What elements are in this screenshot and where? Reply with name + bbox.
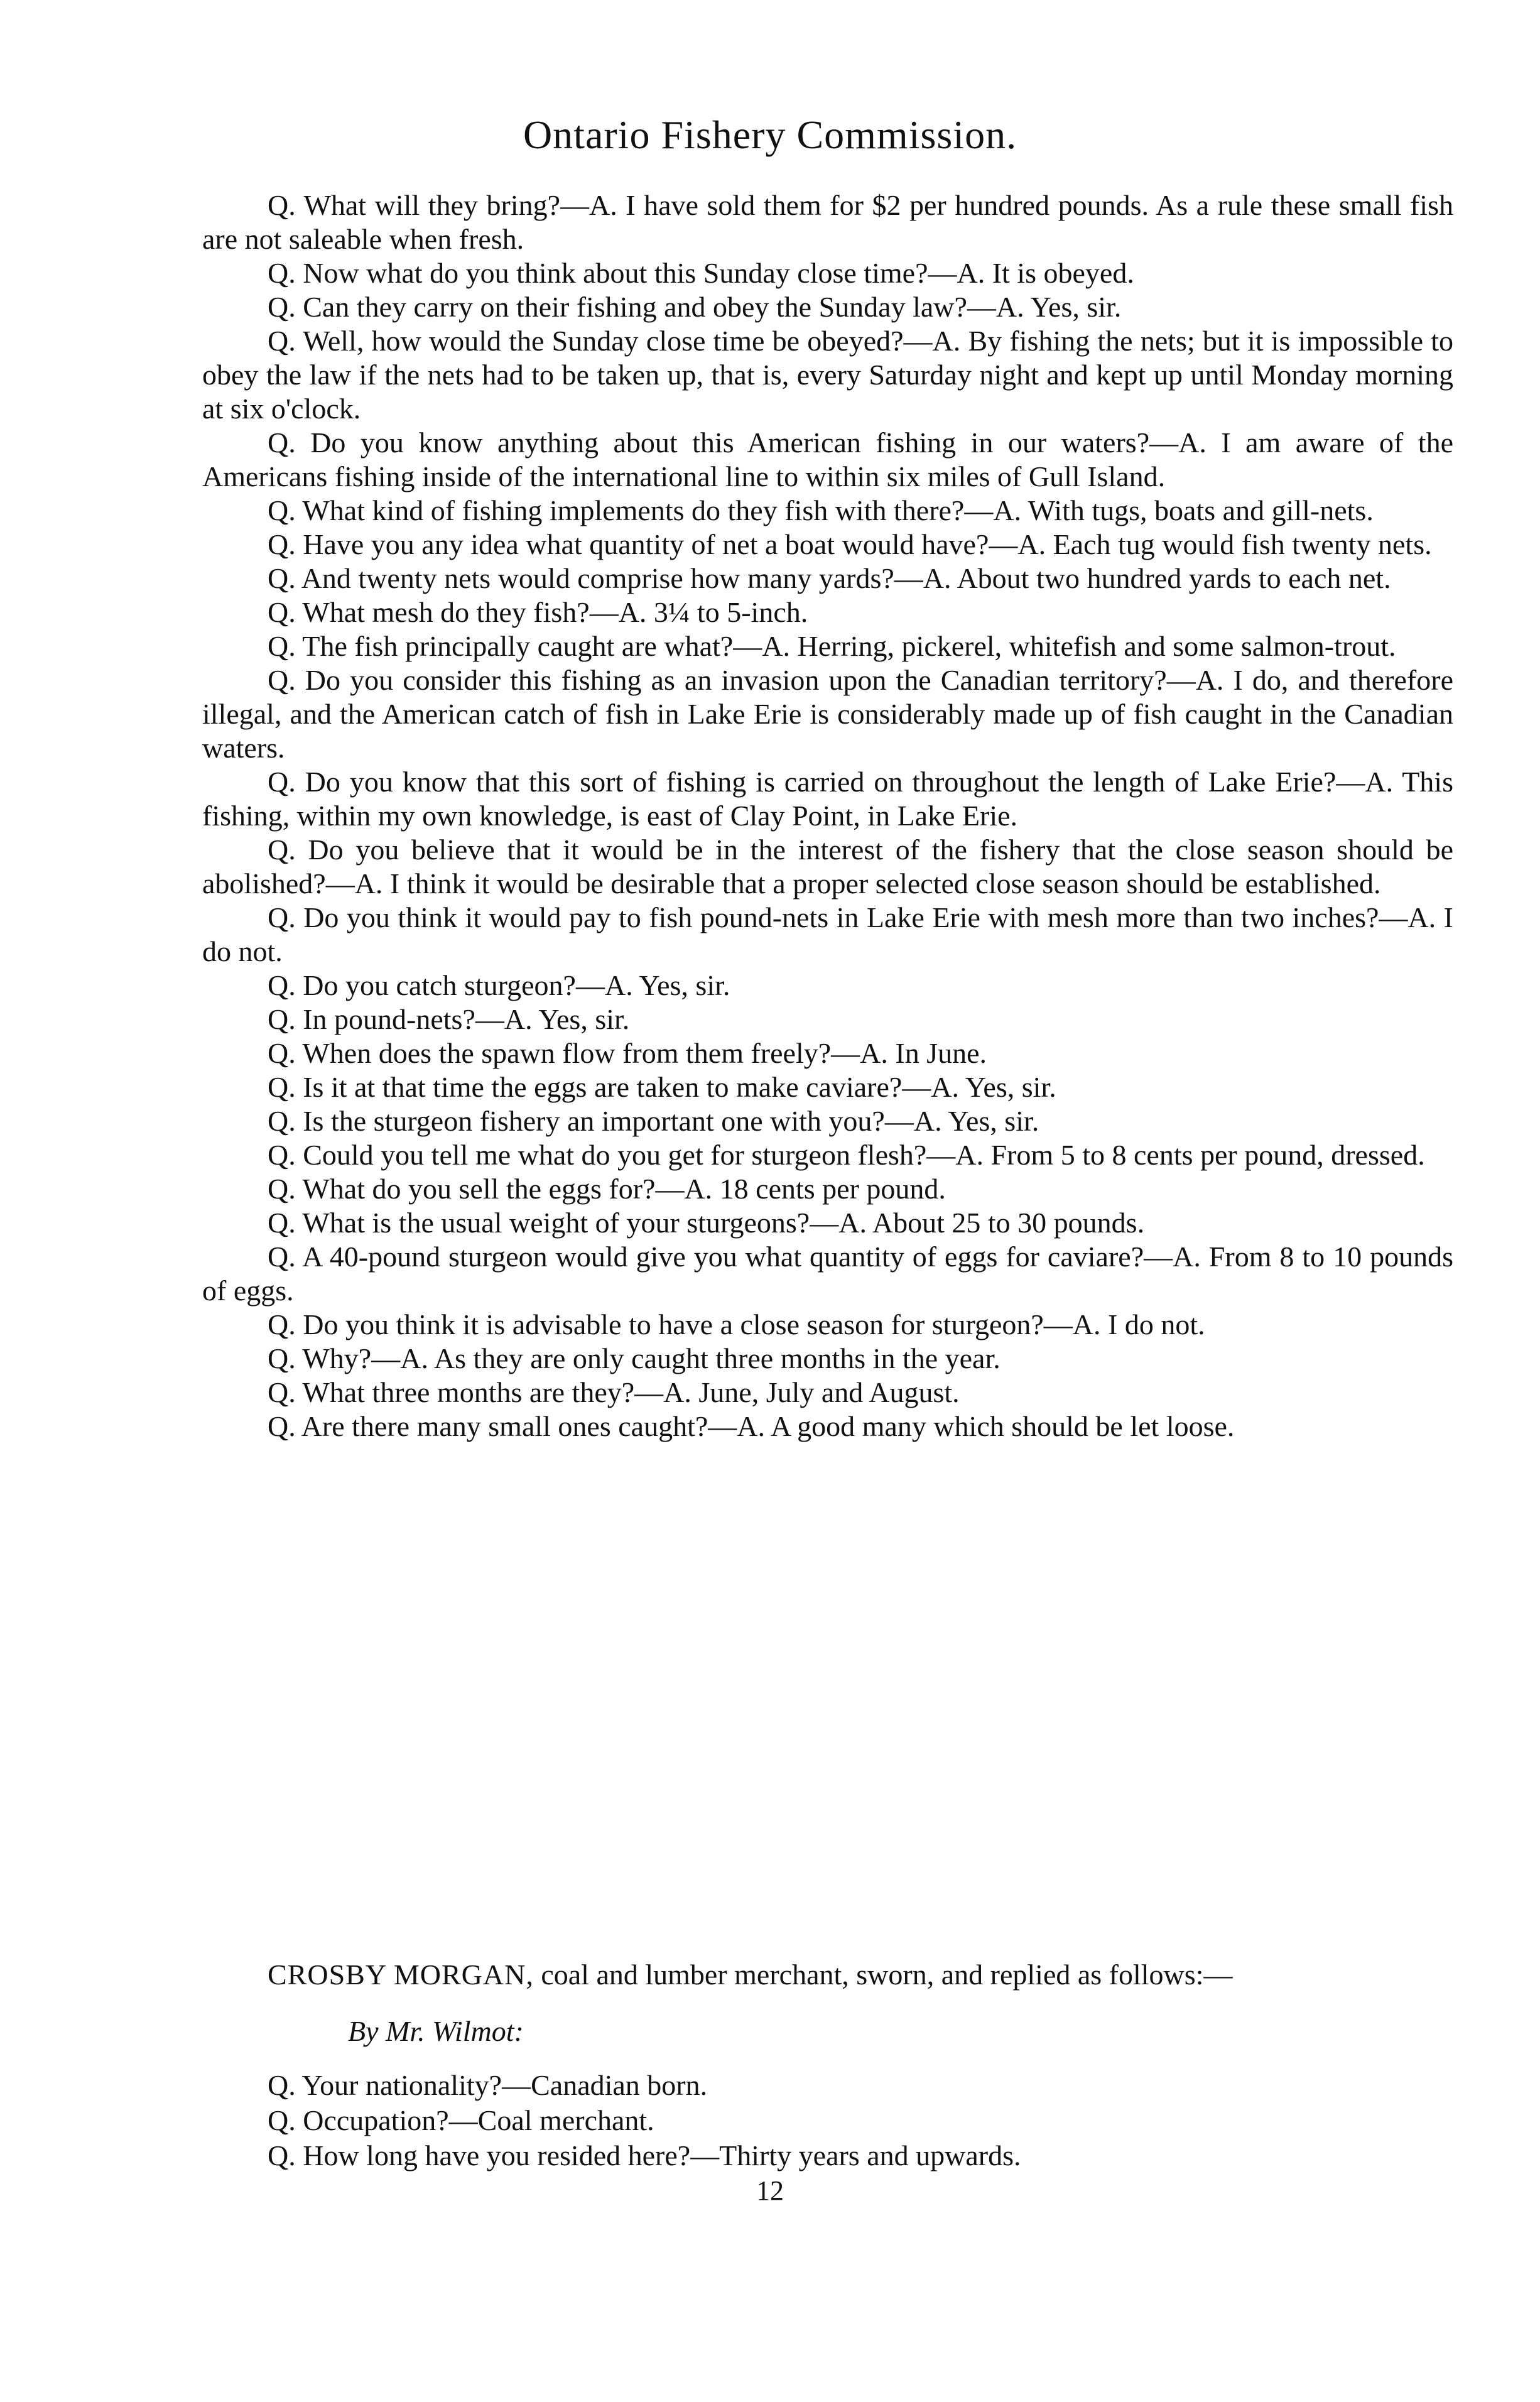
testimony-paragraph: Q. Could you tell me what do you get for sturgeon flesh?—A. From 5 to 8 cents per pound, dressed. [268, 1139, 1425, 1171]
witness-heading [202, 1957, 1453, 1992]
witness-description: coal and lumber merchant, sworn, and replied as follows:— [533, 1959, 1233, 1991]
testimony-paragraph: Q. Now what do you think about this Sunday close time?—A. It is obeyed. [268, 257, 1134, 289]
witness-testimony-line: Q. How long have you resided here?—Thirty years and upwards. [268, 2139, 1021, 2171]
testimony-paragraph: Q. When does the spawn flow from them freely?—A. In June. [268, 1037, 987, 1069]
testimony-paragraph: Q. The fish principally caught are what?—A. Herring, pickerel, whitefish and some salmon-trout. [268, 630, 1396, 662]
testimony-paragraph: Q. Do you know that this sort of fishing is carried on throughout the length of Lake Erie?—A. This fishing, within my own knowledge, is east of Clay Point, in Lake Erie. [202, 766, 1453, 832]
testimony-paragraph: Q. What will they bring?—A. I have sold them for $2 per hundred pounds. As a rule these small fish are not saleable when fresh. [202, 189, 1453, 255]
testimony-paragraph: Q. Are there many small ones caught?—A. A good many which should be let loose. [268, 1410, 1235, 1442]
page-number: 12 [756, 2175, 784, 2206]
testimony-paragraph: Q. Is the sturgeon fishery an important one with you?—A. Yes, sir. [268, 1105, 1039, 1137]
testimony-paragraph: Q. Do you think it is advisable to have a close season for sturgeon?—A. I do not. [268, 1308, 1205, 1340]
testimony-paragraph: Q. A 40-pound sturgeon would give you what quantity of eggs for caviare?—A. From 8 to 10 pounds of eggs. [202, 1241, 1453, 1307]
testimony-block [202, 188, 1453, 1443]
testimony-paragraph: Q. And twenty nets would comprise how many yards?—A. About two hundred yards to each net. [268, 562, 1391, 594]
testimony-paragraph: Q. In pound-nets?—A. Yes, sir. [268, 1003, 630, 1035]
testimony-paragraph: Q. Do you think it would pay to fish pound-nets in Lake Erie with mesh more than two inches?—A. I do not. [202, 901, 1453, 967]
testimony-paragraph: Q. What is the usual weight of your sturgeons?—A. About 25 to 30 pounds. [268, 1207, 1145, 1239]
testimony-paragraph: Q. Do you know anything about this American fishing in our waters?—A. I am aware of the Americans fishing inside of the international line to within six miles of Gull Island. [202, 427, 1453, 492]
testimony-paragraph: Q. Do you believe that it would be in the interest of the fishery that the close season should be abolished?—A. I think it would be desirable that a proper selected close season should be established. [202, 834, 1453, 899]
testimony-paragraph: Q. Have you any idea what quantity of net a boat would have?—A. Each tug would fish twenty nets. [268, 528, 1432, 560]
testimony-paragraph: Q. What kind of fishing implements do they fish with there?—A. With tugs, boats and gill-nets. [268, 494, 1374, 526]
testimony-paragraph: Q. What mesh do they fish?—A. 3¼ to 5-inch. [268, 596, 808, 628]
witness-testimony-line: Q. Your nationality?—Canadian born. [268, 2069, 708, 2101]
testimony-paragraph: Q. Why?—A. As they are only caught three months in the year. [268, 1342, 1000, 1374]
page-title: Ontario Fishery Commission. [523, 112, 1017, 157]
testimony-paragraph: Q. Can they carry on their fishing and obey the Sunday law?—A. Yes, sir. [268, 291, 1122, 323]
witness-section [202, 1957, 1453, 2173]
examiner-line: By Mr. Wilmot: [348, 2015, 524, 2047]
witness-name: CROSBY MORGAN, [268, 1959, 534, 1991]
testimony-paragraph: Q. What three months are they?—A. June, July and August. [268, 1376, 960, 1408]
testimony-paragraph: Q. Do you catch sturgeon?—A. Yes, sir. [268, 969, 730, 1001]
testimony-paragraph: Q. What do you sell the eggs for?—A. 18 cents per pound. [268, 1173, 946, 1205]
testimony-paragraph: Q. Is it at that time the eggs are taken to make caviare?—A. Yes, sir. [268, 1071, 1056, 1103]
witness-testimony-line: Q. Occupation?—Coal merchant. [268, 2104, 654, 2136]
testimony-paragraph: Q. Well, how would the Sunday close time be obeyed?—A. By fishing the nets; but it is impossible to obey the law if the nets had to be taken up, that is, every Saturday night and kept up until Monday morning at six o'clock. [202, 325, 1453, 425]
testimony-paragraph: Q. Do you consider this fishing as an invasion upon the Canadian territory?—A. I do, and therefore illegal, and the American catch of fish in Lake Erie is considerably made up of fish caught in the Canadian waters. [202, 664, 1453, 764]
